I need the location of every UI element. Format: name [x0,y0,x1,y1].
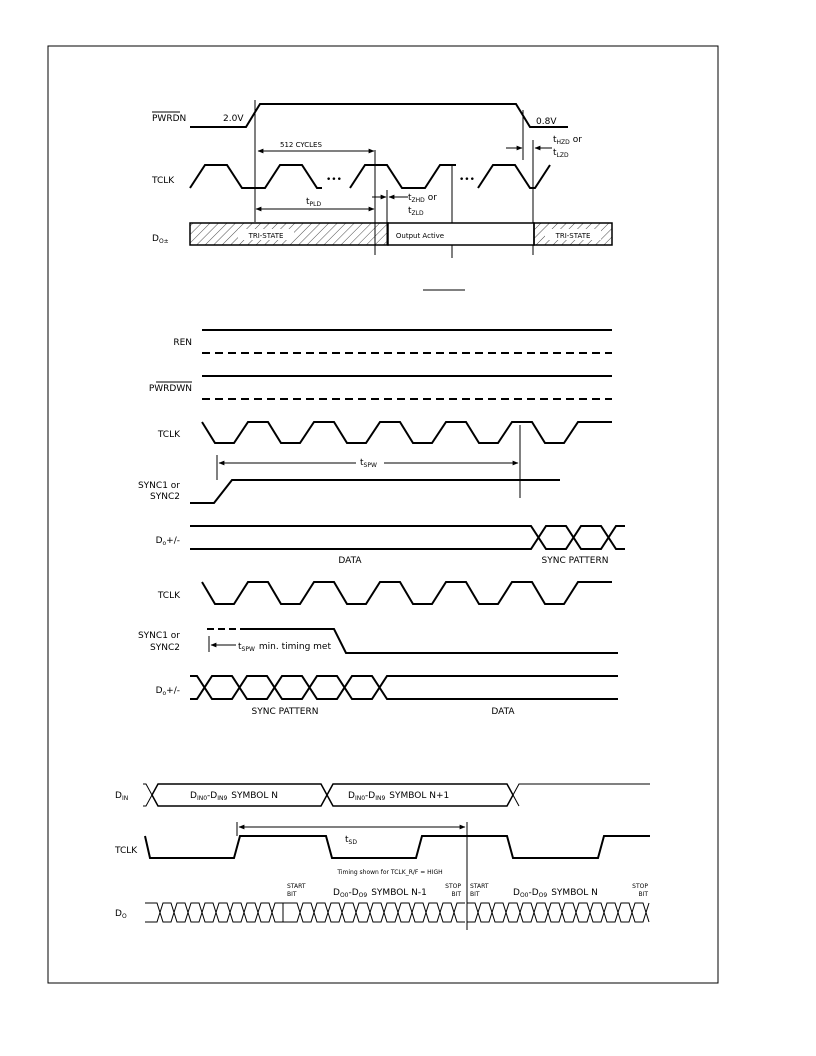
pwrdwn-label: PWRDWN [148,384,192,394]
v-high-label: 2.0V [223,114,244,124]
do-symbol-n1-label: $D_{O0}-D_{O9}$ SYMBOL N-1 [333,888,427,899]
do-sync-eye-3b [190,676,618,699]
timing-note: Timing shown for TCLK_R/F = HIGH [337,869,443,876]
sync-label-3b: SYNC2 [150,643,180,653]
dots-1: ••• [326,175,342,185]
page-frame [48,46,718,983]
tclk-waveform-3 [202,582,612,604]
thzd-label: $t_{HZD}$ or [553,135,582,146]
do-label-1: $D_{O\pm}$ [152,234,169,245]
do-label-4: $D_O$ [115,909,127,920]
stop-bit-2-line2: BIT [638,891,648,898]
start-bit-1-line1: START [287,883,306,890]
sync-pattern-label-2: SYNC PATTERN [541,556,609,566]
do-sync-eye-3a [190,676,618,699]
dots-2: ••• [459,175,475,185]
tclk-label-1: TCLK [152,176,175,186]
sync-pattern-label-3: SYNC PATTERN [251,707,319,717]
sync-label-3a: SYNC1 or [137,631,180,641]
data-label-3: DATA [491,707,515,717]
pwrdn-waveform [190,104,568,127]
figure-sync-exit-timing [138,582,618,717]
din-symbol-n-label: $D_{IN0}-D_{IN9}$ SYMBOL N [190,791,278,802]
tclk-waveform-1b [350,165,456,188]
tclk-waveform-1a [190,165,322,188]
tclk-label-4: TCLK [115,846,138,856]
do-sync-eye-a [525,526,625,549]
start-bit-1-line2: BIT [287,891,297,898]
v-low-label: 0.8V [536,117,557,127]
din-next-edge [513,795,519,806]
tclk-waveform-1c [478,165,550,188]
tlzd-label: $t_{LZD}$ [553,148,569,159]
tzld-label: $t_{ZLD}$ [408,206,424,217]
tri-state-text-2: TRI-STATE [555,232,591,240]
sync-waveform-2 [190,480,560,503]
sync-label-2b: SYNC2 [150,492,180,502]
output-active-text: Output Active [395,232,445,240]
tri-state-text-1: TRI-STATE [248,232,284,240]
tclk-waveform-4 [145,836,650,858]
stop-bit-1-line2: BIT [451,891,461,898]
figure-powerdown-timing [151,100,612,290]
do-label-2: $D_o+/-$ [155,536,180,547]
tclk-waveform-2 [202,422,612,443]
do-symbol-n-label: $D_{O0}-D_{O9}$ SYMBOL N [513,888,598,899]
tpld-label: $t_{PLD}$ [306,197,322,208]
din-symbol-n1-label: $D_{IN0}-D_{IN9}$ SYMBOL N+1 [348,791,450,802]
pwrdn-label: PWRDN [152,114,187,124]
cycles-label: 512 CYCLES [280,141,322,149]
tspw-label-2: $t_{SPW}$ [360,458,377,469]
start-bit-2-line1: START [470,883,489,890]
stop-bit-1-line1: STOP [445,883,461,890]
tzhd-label: $t_{ZHD}$ or [408,193,437,204]
stop-bit-2-line1: STOP [632,883,648,890]
tsd-label: $t_{SD}$ [345,835,357,846]
do-sync-eye-b [525,526,625,549]
din-start-edge [143,784,152,806]
ren-label: REN [173,338,192,348]
tclk-label-2: TCLK [157,430,180,440]
do-label-3: $D_o+/-$ [155,686,180,697]
din-label: $D_{IN}$ [115,791,129,802]
data-label-2: DATA [338,556,362,566]
figure-sync-entry-timing [138,330,625,566]
tclk-label-3: TCLK [157,591,180,601]
din-next [513,784,650,795]
sync-label-2a: SYNC1 or [137,481,180,491]
figure-serializer-timing [114,784,650,930]
start-bit-2-line2: BIT [470,891,480,898]
tspw-label-3: $t_{SPW}$ min. timing met [238,642,331,653]
